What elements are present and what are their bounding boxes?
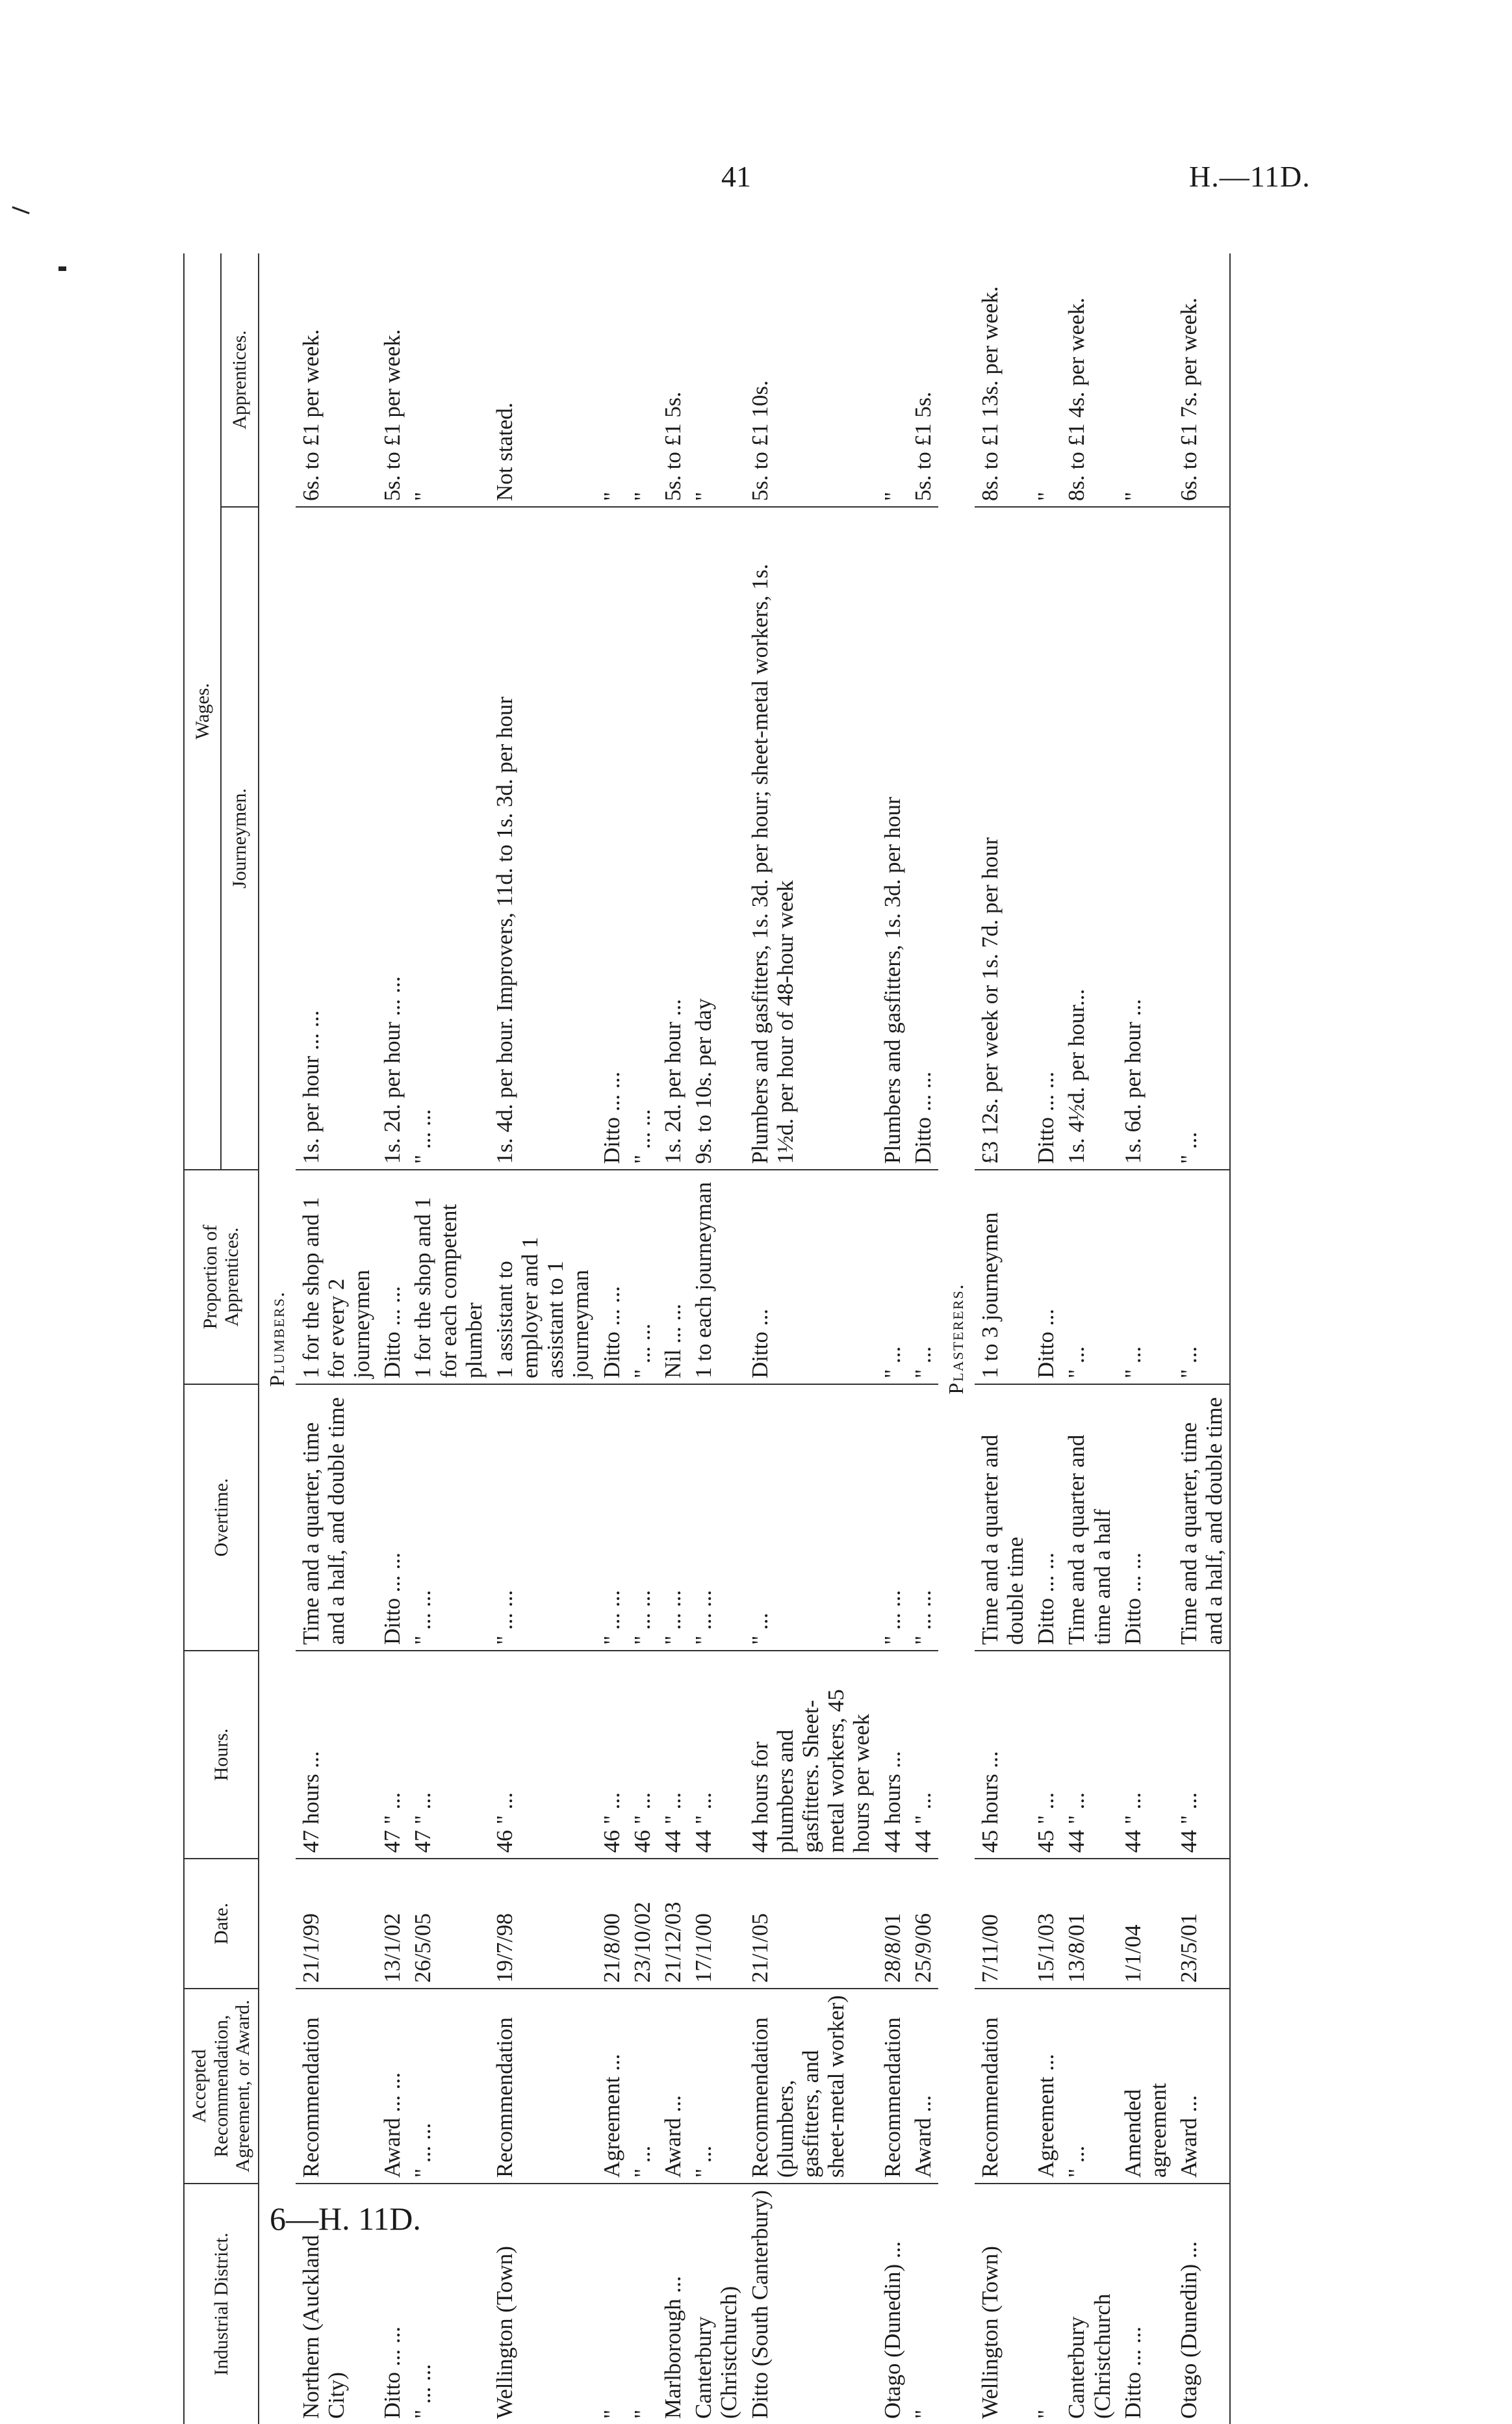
cell-date: 15/1/03	[1031, 1859, 1061, 1989]
cell-accepted: " ...	[1061, 1989, 1117, 2184]
col-district: Industrial District.	[210, 2232, 232, 2376]
cell-journeymen: Plumbers and gasfitters, 1s. 3d. per hour; sheet-metal workers, 1s. 1½d. per hour of 48-hour week	[745, 507, 877, 1170]
cell-accepted: " ... ...	[407, 1989, 489, 2184]
cell-date: 13/8/01	[1061, 1859, 1117, 1989]
section-title-plumbers: Plumbers.	[264, 1291, 288, 1387]
cell-hours: 44 hours ...	[877, 1651, 908, 1859]
cell-journeymen: 1s. 2d. per hour ...	[658, 507, 688, 1170]
cell-proportion: " ...	[1118, 1170, 1173, 1384]
cell-accepted: Award ...	[658, 1989, 688, 2184]
cell-apprentices: "	[688, 253, 744, 507]
cell-overtime: " ... ...	[688, 1384, 744, 1651]
table-row	[1061, 253, 1117, 2424]
cell-date: 21/1/99	[296, 1859, 378, 1989]
col-overtime: Overtime.	[184, 1384, 259, 1651]
cell-proportion: Ditto ... ...	[377, 1170, 407, 1384]
col-wages: Wages.	[184, 253, 221, 1170]
cell-date: 19/7/98	[489, 1859, 596, 1989]
cell-accepted: Recommendation	[975, 1989, 1031, 2184]
cell-accepted: Recommendation	[877, 1989, 908, 2184]
table-row	[1031, 253, 1061, 2424]
cell-district: Canterbury (Christchurch)	[691, 2286, 742, 2419]
rotated-table-container	[183, 253, 1311, 2424]
cell-apprentices: 8s. to £1 13s. per week.	[975, 253, 1031, 507]
cell-proportion: Ditto ...	[745, 1170, 877, 1384]
cell-hours: 44 " ...	[1061, 1651, 1117, 1859]
cell-district: Northern (Auckland City)	[298, 2235, 349, 2419]
cell-hours: 44 " ...	[1173, 1651, 1230, 1859]
cell-accepted: Recommendation	[489, 1989, 596, 2184]
cell-journeymen: £3 12s. per week or 1s. 7d. per hour	[975, 507, 1031, 1170]
cell-proportion: 1 for the shop and 1 for every 2 journeymen	[296, 1170, 378, 1384]
cell-district: Canterbury (Christchurch	[1064, 2293, 1115, 2419]
table-row	[908, 253, 938, 2424]
cell-apprentices: "	[627, 253, 658, 507]
cell-overtime: Ditto ... ...	[1031, 1384, 1061, 1651]
cell-apprentices: 6s. to £1 per week.	[296, 253, 378, 507]
cell-date: 26/5/05	[407, 1859, 489, 1989]
section-title-plasterers: Plasterers.	[943, 1283, 967, 1395]
col-journeymen: Journeymen.	[221, 507, 258, 1170]
cell-overtime: " ... ...	[658, 1384, 688, 1651]
cell-overtime: Time and a quarter and time and a half	[1061, 1384, 1117, 1651]
cell-overtime: Time and a quarter, time and a half, and double time	[1173, 1384, 1230, 1651]
cell-overtime: " ... ...	[627, 1384, 658, 1651]
cell-apprentices: "	[877, 253, 908, 507]
cell-apprentices: 5s. to £1 5s.	[908, 253, 938, 507]
cell-accepted: Award ...	[1173, 1989, 1230, 2184]
cell-accepted: " ...	[688, 1989, 744, 2184]
cell-apprentices: 5s. to £1 10s.	[745, 253, 877, 507]
cell-hours: 47 hours ...	[296, 1651, 378, 1859]
cell-date: 23/5/01	[1173, 1859, 1230, 1989]
cell-accepted: Award ... ...	[377, 1989, 407, 2184]
cell-date: 28/8/01	[877, 1859, 908, 1989]
cell-apprentices: 5s. to £1 5s.	[658, 253, 688, 507]
cell-accepted: Recommendation	[296, 1989, 378, 2184]
cell-journeymen: Ditto ... ...	[908, 507, 938, 1170]
cell-overtime: Ditto ... ...	[377, 1384, 407, 1651]
col-date: Date.	[184, 1859, 259, 1989]
cell-hours: 46 " ...	[596, 1651, 627, 1859]
cell-hours: 47 " ...	[407, 1651, 489, 1859]
cell-accepted: Award ...	[908, 1989, 938, 2184]
cell-district: " ... ...	[410, 2364, 436, 2419]
table-row	[596, 253, 627, 2424]
table-row	[1118, 253, 1173, 2424]
cell-date: 1/1/04	[1118, 1859, 1173, 1989]
cell-date: 21/8/00	[596, 1859, 627, 1989]
cell-journeymen: 1s. 6d. per hour ...	[1118, 507, 1173, 1170]
cell-overtime: " ... ...	[489, 1384, 596, 1651]
cell-date: 7/11/00	[975, 1859, 1031, 1989]
cell-journeymen: 1s. per hour ... ...	[296, 507, 378, 1170]
wages-table	[183, 253, 1231, 2424]
scan-speck	[12, 206, 29, 214]
cell-proportion: " ... ...	[627, 1170, 658, 1384]
cell-accepted: Agreement ...	[1031, 1989, 1061, 2184]
cell-hours: 45 " ...	[1031, 1651, 1061, 1859]
cell-hours: 44 " ...	[1118, 1651, 1173, 1859]
document-code: H.—11D.	[1189, 160, 1311, 193]
printer-signature: 6—H. 11D.	[270, 2200, 421, 2237]
cell-hours: 45 hours ...	[975, 1651, 1031, 1859]
cell-journeymen: 1s. 4½d. per hour...	[1061, 507, 1117, 1170]
cell-date: 21/12/03	[658, 1859, 688, 1989]
table-row	[877, 253, 908, 2424]
cell-accepted: Recommendation (plumbers, gasfitters, and sheet-metal worker)	[745, 1989, 877, 2184]
cell-overtime: Ditto ... ...	[1118, 1384, 1173, 1651]
cell-district: "	[1033, 2409, 1059, 2419]
col-hours: Hours.	[184, 1651, 259, 1859]
cell-district: Otago (Dunedin) ...	[879, 2241, 905, 2419]
cell-district: "	[598, 2409, 624, 2419]
cell-proportion: Ditto ...	[1031, 1170, 1061, 1384]
cell-district: Marlborough ...	[660, 2276, 686, 2419]
cell-hours: 44 " ...	[908, 1651, 938, 1859]
cell-apprentices: "	[596, 253, 627, 507]
table-row	[377, 253, 407, 2424]
cell-hours: 46 " ...	[489, 1651, 596, 1859]
cell-overtime: " ... ...	[407, 1384, 489, 1651]
cell-district: Otago (Dunedin) ...	[1176, 2241, 1202, 2419]
cell-hours: 46 " ...	[627, 1651, 658, 1859]
table-row	[627, 253, 658, 2424]
cell-proportion: " ...	[1061, 1170, 1117, 1384]
cell-overtime: " ...	[745, 1384, 877, 1651]
cell-proportion: 1 for the shop and 1 for each competent plumber	[407, 1170, 489, 1384]
cell-journeymen: Ditto ... ...	[1031, 507, 1061, 1170]
cell-journeymen: 1s. 4d. per hour. Improvers, 11d. to 1s. 3d. per hour	[489, 507, 596, 1170]
cell-district: "	[910, 2409, 936, 2419]
table-row	[296, 253, 378, 2424]
cell-proportion: Nil ... ...	[658, 1170, 688, 1384]
cell-proportion: Ditto ... ...	[596, 1170, 627, 1384]
cell-district: Ditto ... ...	[1120, 2327, 1146, 2419]
cell-overtime: Time and a quarter and double time	[975, 1384, 1031, 1651]
cell-apprentices: 5s. to £1 per week.	[377, 253, 407, 507]
cell-journeymen: Ditto ... ...	[596, 507, 627, 1170]
cell-journeymen: " ... ...	[627, 507, 658, 1170]
page-number: 41	[721, 160, 751, 193]
cell-journeymen: 1s. 2d. per hour ... ...	[377, 507, 407, 1170]
cell-proportion: 1 assistant to employer and 1 assistant to 1 journeyman	[489, 1170, 596, 1384]
scan-speck	[58, 266, 66, 271]
cell-apprentices: "	[1031, 253, 1061, 507]
cell-apprentices: "	[407, 253, 489, 507]
cell-date: 13/1/02	[377, 1859, 407, 1989]
cell-apprentices: Not stated.	[489, 253, 596, 507]
cell-accepted: " ...	[627, 1989, 658, 2184]
cell-journeymen: 9s. to 10s. per day	[688, 507, 744, 1170]
cell-journeymen: " ... ...	[407, 507, 489, 1170]
cell-proportion: 1 to 3 journeymen	[975, 1170, 1031, 1384]
cell-district: "	[629, 2409, 655, 2419]
col-proportion: Proportion of Apprentices.	[184, 1170, 259, 1384]
table-row	[658, 253, 688, 2424]
cell-proportion: " ...	[908, 1170, 938, 1384]
cell-apprentices: 8s. to £1 4s. per week.	[1061, 253, 1117, 507]
cell-overtime: " ... ...	[877, 1384, 908, 1651]
cell-date: 17/1/00	[688, 1859, 744, 1989]
cell-date: 23/10/02	[627, 1859, 658, 1989]
cell-district: Ditto ... ...	[379, 2327, 405, 2419]
cell-overtime: Time and a quarter, time and a half, and double time	[296, 1384, 378, 1651]
cell-hours: 44 " ...	[688, 1651, 744, 1859]
cell-apprentices: 6s. to £1 7s. per week.	[1173, 253, 1230, 507]
cell-journeymen: " ...	[1173, 507, 1230, 1170]
cell-proportion: " ...	[877, 1170, 908, 1384]
cell-apprentices: "	[1118, 253, 1173, 507]
cell-district: Wellington (Town)	[491, 2246, 517, 2419]
cell-district: Wellington (Town)	[977, 2246, 1003, 2419]
col-accepted: Accepted Recommendation, Agreement, or Award.	[184, 1989, 259, 2184]
cell-proportion: " ...	[1173, 1170, 1230, 1384]
cell-hours: 47 " ...	[377, 1651, 407, 1859]
col-apprentices: Apprentices.	[221, 253, 258, 507]
cell-overtime: " ... ...	[596, 1384, 627, 1651]
cell-hours: 44 " ...	[658, 1651, 688, 1859]
cell-journeymen: Plumbers and gasfitters, 1s. 3d. per hour	[877, 507, 908, 1170]
cell-accepted: Agreement ...	[596, 1989, 627, 2184]
table-row	[1173, 253, 1230, 2424]
table-row	[745, 253, 877, 2424]
cell-accepted: Amended agreement	[1118, 1989, 1173, 2184]
cell-district: Ditto (South Canterbury)	[747, 2190, 773, 2419]
table-row	[489, 253, 596, 2424]
cell-date: 21/1/05	[745, 1859, 877, 1989]
table-row	[407, 253, 489, 2424]
cell-hours: 44 hours for plumbers and gasfitters. Sheet-metal workers, 45 hours per week	[745, 1651, 877, 1859]
cell-proportion: 1 to each journeyman	[688, 1170, 744, 1384]
cell-overtime: " ... ...	[908, 1384, 938, 1651]
cell-date: 25/9/06	[908, 1859, 938, 1989]
table-row	[975, 253, 1031, 2424]
table-row	[688, 253, 744, 2424]
